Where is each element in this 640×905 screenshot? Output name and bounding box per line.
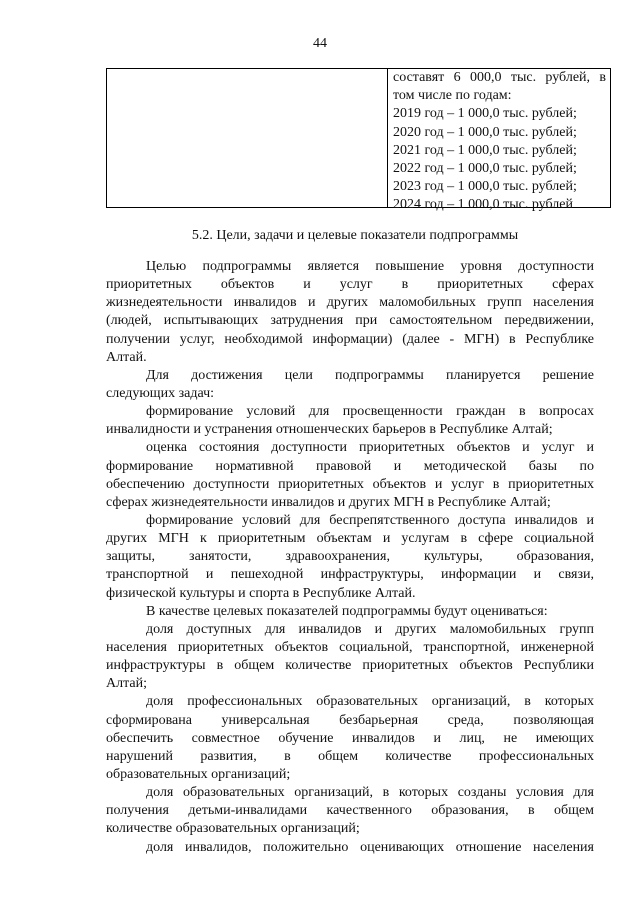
text-line: количестве образовательных организаций; (106, 821, 360, 837)
text-line: обеспечению доступности приоритетных объектов и услуг в приоритетных (106, 476, 594, 492)
text-line: населения приоритетных объектов социальной, транспортной, инженерной (106, 639, 594, 655)
text-line: Алтай. (106, 349, 147, 365)
text-line: других МГН к приоритетным объектам и услугам в сфере социальной (106, 531, 594, 547)
text-line: (людей, испытывающих затруднения при самостоятельном передвижении, (106, 313, 594, 329)
text-line: доля доступных для инвалидов и других маломобильных групп (146, 621, 594, 637)
funding-table (106, 68, 611, 213)
text-line: оценка состояния доступности приоритетных объектов и услуг и (146, 440, 594, 456)
table-line: 2023 год – 1 000,0 тыс. рублей; (393, 179, 577, 195)
text-line: формирование нормативной правовой и методической базы по (106, 458, 594, 474)
text-line: инвалидности и устранения отношенческих барьеров в Республике Алтай; (106, 422, 553, 438)
text-line: доля образовательных организаций, в которых созданы условия для (146, 785, 594, 801)
table-line: 2021 год – 1 000,0 тыс. рублей; (393, 142, 577, 158)
table-cell-empty (107, 69, 388, 207)
table-line: 2019 год – 1 000,0 тыс. рублей; (393, 106, 577, 122)
text-line: получении услуг, необходимой информации) (далее - МГН) в Республике (106, 331, 594, 347)
text-line: защиты, занятости, здравоохранения, культуры, образования, (106, 549, 594, 565)
text-line: доля профессиональных образовательных организаций, в которых (146, 694, 594, 710)
text-line: формирование условий для просвещенности граждан в вопросах (146, 404, 594, 420)
text-line: формирование условий для беспрепятственного доступа инвалидов и (146, 512, 594, 528)
section-heading: 5.2. Цели, задачи и целевые показатели подпрограммы (191, 228, 519, 243)
text-line: образовательных организаций; (106, 766, 291, 782)
text-line: Для достижения цели подпрограммы планируется решение (146, 367, 594, 383)
text-line: сферах жизнедеятельности инвалидов и других МГН в Республике Алтай; (106, 494, 551, 510)
text-line: доля инвалидов, положительно оценивающих отношение населения (146, 839, 594, 855)
text-line: нарушений развития, в общем количестве профессиональных (106, 748, 594, 764)
table-line: 2024 год – 1 000,0 тыс. рублей (393, 197, 573, 213)
text-line: физической культуры и спорта в Республике Алтай. (106, 585, 416, 601)
body-text (106, 258, 594, 857)
text-line: транспортной и пешеходной инфраструктуры, информации и связи, (106, 567, 594, 583)
page-number: 44 (313, 36, 327, 51)
table-line: 2020 год – 1 000,0 тыс. рублей; (393, 124, 577, 140)
text-line: В качестве целевых показателей подпрограммы будут оцениваться: (146, 603, 548, 619)
text-line: обеспечить совместное обучение инвалидов и лиц, не имеющих (106, 730, 594, 746)
text-line: приоритетных объектов и услуг в приоритетных сферах (106, 277, 594, 293)
text-line: Алтай; (106, 676, 147, 692)
text-line: инфраструктуры в общем количестве приоритетных объектов Республики (106, 658, 594, 674)
text-line: получения детьми-инвалидами качественного образования, в общем (106, 803, 594, 819)
table-line: составят 6 000,0 тыс. рублей, в (393, 70, 606, 85)
text-line: сформирована универсальная безбарьерная среда, позволяющая (106, 712, 594, 728)
text-line: жизнедеятельности инвалидов и других маломобильных групп населения (106, 295, 594, 311)
table-line: 2022 год – 1 000,0 тыс. рублей; (393, 160, 577, 176)
text-line: Целью подпрограммы является повышение уровня доступности (146, 259, 594, 274)
table-cell-funding (388, 69, 610, 213)
text-line: следующих задач: (106, 385, 215, 401)
table-line: том числе по годам: (393, 88, 512, 104)
